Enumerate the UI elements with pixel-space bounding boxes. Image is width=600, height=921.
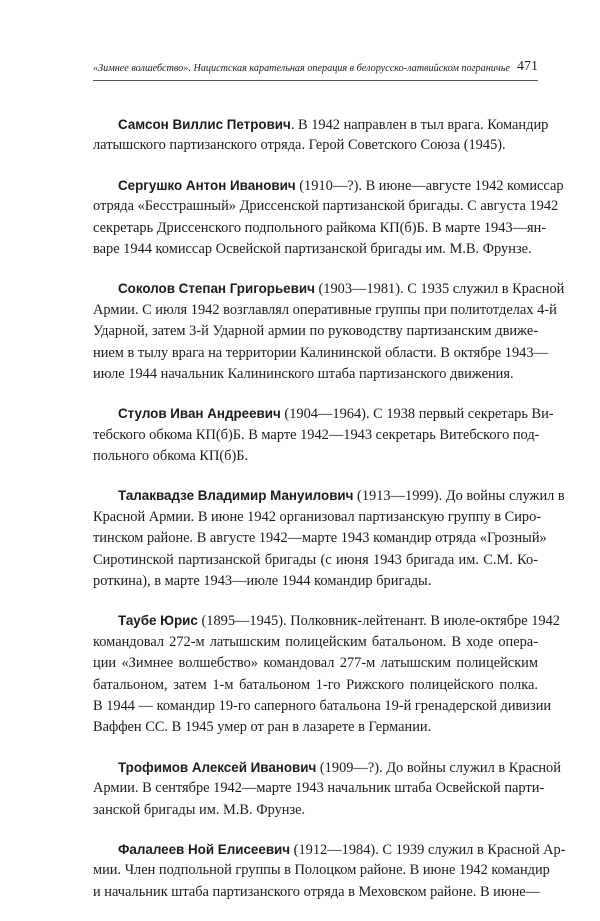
entry-first-line	[93, 485, 565, 506]
running-header	[93, 60, 538, 81]
entry-text: В 1944 — командир 19-го саперного батальона 19-й гренадерской дивизии	[93, 697, 552, 714]
entry-text: тебского обкома КП(б)Б. В марте 1942—1943 секретарь Витебского под-	[93, 426, 540, 443]
entry-text: варе 1944 комиссар Освейской партизанской бригады им. М.В. Фрунзе.	[93, 240, 532, 257]
entry-text: июле 1944 начальник Калининского штаба партизанского движения.	[93, 365, 514, 382]
entry-text: . В 1942 направлен в тыл врага. Командир	[290, 117, 549, 133]
entry-text: ции «Зимнее волшебство» командовал 277-м латышским полицейским	[93, 655, 538, 672]
entry-first-line	[93, 839, 566, 860]
entry-text: занской бригады им. М.В. Фрунзе.	[93, 801, 306, 818]
entry-text: нием в тылу врага на территории Калининской области. В октябре 1943—	[93, 344, 548, 361]
person-name: Фалалеев Ной Елисеевич	[118, 841, 291, 857]
entry-text: Красной Армии. В июне 1942 организовал партизанскую группу в Сиро-	[93, 508, 542, 525]
entry-first-line	[93, 278, 565, 299]
running-title: «Зимнее волшебство». Нацистская карательная операция в белорусско-латвийском пограничье	[93, 63, 510, 74]
entry-first-line	[93, 610, 560, 631]
entry-text: (1904—1964). С 1938 первый секретарь Ви-	[280, 406, 554, 423]
entry-text: тинском районе. В августе 1942—марте 1943 командир отряда «Грозный»	[93, 530, 547, 547]
biography-entry	[93, 278, 565, 385]
person-name: Талаквадзе Владимир Мануилович	[118, 488, 354, 504]
entry-text: мии. Член подпольной группы в Полоцком районе. В июне 1942 командир	[93, 862, 550, 879]
person-name: Стулов Иван Андреевич	[118, 406, 281, 422]
biography-entry	[93, 485, 565, 592]
page-number: 471	[517, 59, 538, 74]
entry-first-line	[93, 114, 549, 135]
entry-text: польного обкома КП(б)Б.	[93, 448, 249, 465]
person-name: Сергушко Антон Иванович	[118, 177, 296, 193]
biography-entry	[93, 839, 566, 903]
entry-text: секретарь Дриссенского подпольного райкома КП(б)Б. В марте 1943—ян-	[93, 219, 547, 236]
entry-first-line	[93, 757, 561, 778]
entry-text: (1913—1999). До войны служил в	[353, 488, 565, 505]
person-name: Трофимов Алексей Иванович	[118, 759, 317, 775]
page-body	[93, 114, 566, 921]
entry-text: Сиротинской партизанской бригады (с июня 1943 бригада им. С.М. Ко-	[93, 551, 538, 568]
entry-text: (1903—1981). С 1935 служил в Красной	[314, 281, 565, 298]
entry-first-line	[93, 403, 554, 424]
person-name: Таубе Юрис	[118, 613, 198, 629]
entry-text: (1895—1945). Полковник-лейтенант. В июле-октябре 1942	[197, 613, 560, 630]
person-name: Соколов Степан Григорьевич	[118, 281, 315, 297]
entry-text: Армии. С июля 1942 возглавлял оперативные группы при политотделах 4-й	[93, 301, 557, 318]
entry-text: латышского партизанского отряда. Герой Советского Союза (1945).	[93, 137, 506, 154]
biography-entry	[93, 757, 561, 821]
entry-text: Ваффен СС. В 1945 умер от ран в лазарете в Германии.	[93, 719, 432, 736]
entry-text: Армии. В сентябре 1942—марте 1943 начальник штаба Освейской парти-	[93, 780, 545, 797]
biography-entry	[93, 114, 549, 157]
entry-text: (1912—1984). С 1939 служил в Красной Ар-	[290, 841, 566, 858]
entry-text: роткина), в марте 1943—июле 1944 командир бригады.	[93, 573, 432, 590]
entry-text: (1910—?). В июне—августе 1942 комиссар	[295, 177, 564, 194]
entry-text: командовал 272-м латышским полицейским батальоном. В ходе опера-	[93, 633, 538, 650]
person-name: Самсон Виллис Петрович	[118, 117, 291, 132]
entry-text: батальоном, затем 1-м батальоном 1-го Рижского полицейского полка.	[93, 676, 538, 693]
biography-entry	[93, 403, 554, 467]
biography-entry	[93, 610, 560, 738]
biography-entry	[93, 175, 564, 261]
entry-text: отряда «Бесстрашный» Дриссенской партизанской бригады. С августа 1942	[93, 198, 559, 215]
entry-text: Ударной, затем 3-й Ударной армии по руководству партизанским движе-	[93, 323, 538, 340]
entry-first-line	[93, 175, 564, 196]
entry-text: (1909—?). До войны служил в Красной	[316, 759, 561, 776]
entry-text: и начальник штаба партизанского отряда в Меховском районе. В июне—	[93, 883, 541, 900]
